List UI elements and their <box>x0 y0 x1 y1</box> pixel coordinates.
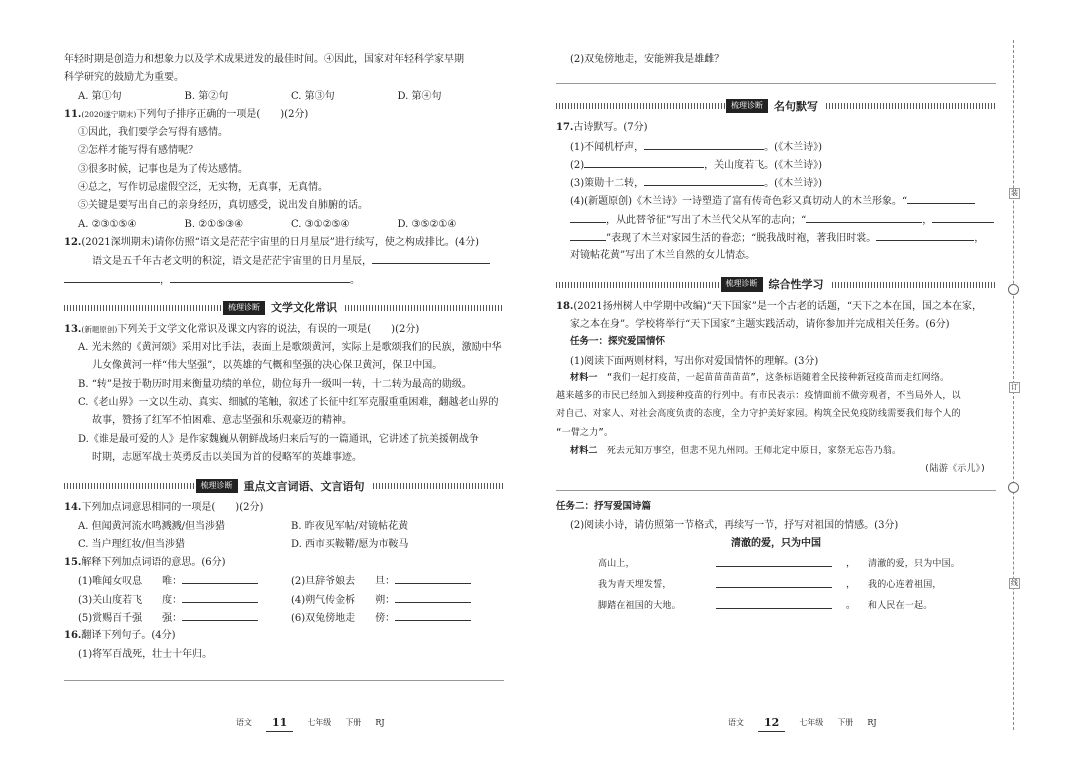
q12-answer-blank-1[interactable] <box>372 253 490 264</box>
q18-number: 18. <box>556 300 574 312</box>
q12-answer-blank-3[interactable] <box>170 272 350 283</box>
binding-mark: 订 <box>1011 383 1018 391</box>
footer-right <box>728 714 877 732</box>
q14-text: 下列加点词意思相同的一项是( )(2分) <box>81 502 264 514</box>
q11-option-a: A. ②③①⑤④ <box>78 218 137 230</box>
q12-number: 12. <box>64 236 82 248</box>
q14-number: 14. <box>64 502 82 514</box>
q15-answer-blank[interactable] <box>395 610 471 621</box>
q12-end-mark: 。 <box>350 274 360 286</box>
poem-row <box>556 554 996 575</box>
q15-item-label: (3)关山度若飞 度： <box>78 594 183 606</box>
q10-text-line1: 年轻时期是创造力和想象力以及学术成果迸发的最佳时间。④因此，国家对年轻科学家早期 <box>64 54 464 65</box>
poem-answer-blank[interactable] <box>716 556 832 567</box>
task-2-title: 任务二：抒写爱国诗篇 <box>556 500 652 512</box>
q15-answer-blank[interactable] <box>395 592 471 603</box>
q14-stem <box>64 500 504 518</box>
q15-item-label: (1)唯闻女叹息 唯： <box>78 576 183 588</box>
material-1-label: 材料一 <box>570 372 598 383</box>
poem-title: 清澈的爱，只为中国 <box>731 538 821 550</box>
footer-grade: 七年级 <box>799 717 824 727</box>
task-1-title: 任务一：探究爱国情怀 <box>570 336 666 348</box>
q18-text: (2021扬州树人中学期中改编)“天下国家”是一个古老的话题，“天下之本在国，国之本在家， <box>573 300 982 312</box>
binding-hole <box>1008 284 1019 295</box>
q14-options-row1 <box>64 519 504 537</box>
q17-item-3 <box>556 175 996 193</box>
q17-item-prefix: (1)不闻机杼声， <box>570 141 645 153</box>
q17-item-2 <box>556 157 996 175</box>
q16-stem <box>64 628 504 646</box>
q10-option-c: C. 第③句 <box>291 90 335 102</box>
q16-2-answer-line[interactable] <box>556 82 996 84</box>
material-1-line1 <box>556 372 996 390</box>
q11-item: ②怎样才能写得有感情呢？ <box>78 145 198 157</box>
q17-item-4-line4: 对镜帖花黄”写出了木兰自然的女儿情态。 <box>570 250 756 262</box>
page-number-right: 12 <box>758 714 785 732</box>
section-badge: 梳理诊断 <box>223 301 265 315</box>
q17-answer-blank[interactable] <box>570 212 606 223</box>
q15-item-label: (5)赏赐百千强 强： <box>78 613 183 625</box>
q17-item-4-line2 <box>556 212 996 230</box>
material-1-line3: 对自己、对家人、对社会高度负责的态度，全力守护美好家园。构筑全民免疫防线需要我们每个人的 <box>556 409 961 420</box>
q17-item-suffix: 。(《木兰诗》) <box>764 141 822 153</box>
q17-item-text: ， <box>922 214 933 226</box>
q15-item-1 <box>64 573 291 591</box>
q13-option-c-cont: 故事，赞扬了红军不怕困难、意志坚强和乐观豪迈的精神。 <box>92 415 352 427</box>
poem-row <box>556 575 996 596</box>
q17-item-4-line3 <box>556 230 996 248</box>
q15-item-label: (2)旦辞爷娘去 旦： <box>291 576 396 588</box>
q13-option-d-cont: 时期，志愿军战士英勇反击以美国为首的侵略军的英雄事迹。 <box>92 451 362 463</box>
q13-option-a-cont: 儿女像黄河一样“伟大坚强”，以英雄的气概和坚强的决心保卫黄河，保卫中国。 <box>92 360 443 372</box>
q15-item-label: (4)朔气传金柝 朔： <box>291 594 396 606</box>
section-badge: 梳理诊断 <box>726 99 768 113</box>
section-badge: 梳理诊断 <box>196 479 238 493</box>
q11-option-c: C. ③①②⑤④ <box>291 218 350 230</box>
q15-row2 <box>64 592 504 610</box>
poem-mid-punct: ， <box>846 558 856 570</box>
q13-option-a: A. 光未然的《黄河颂》采用对比手法，表面上是歌颂黄河，实际上是歌颂我们的民族，激励中华 <box>78 342 502 354</box>
footer-subject: 语文 <box>728 717 744 727</box>
section-literature-header <box>64 298 504 318</box>
q11-stem <box>64 107 504 125</box>
section-dots-left <box>556 103 726 109</box>
footer-edition: RJ <box>867 717 877 727</box>
q15-item-label: (6)双兔傍地走 傍： <box>291 613 396 625</box>
poem-left-line: 脚踏在祖国的大地。 <box>598 600 681 611</box>
q16-number: 16. <box>64 630 82 642</box>
q12-text: (2021深圳期末)请你仿照“语文是茫茫宇宙里的日月星辰”进行续写，使之构成排比。(4分) <box>81 236 480 248</box>
q15-item-4 <box>291 592 504 610</box>
footer-term: 下册 <box>837 717 854 727</box>
q12-line2 <box>64 253 504 271</box>
left-page <box>64 52 504 690</box>
binding-hole <box>1008 482 1019 493</box>
section-dots-left <box>64 305 223 311</box>
material-2-text: 死去元知万事空，但悲不见九州同。王师北定中原日，家祭无忘告乃翁。 <box>606 446 902 457</box>
q14-options-row2 <box>64 537 504 555</box>
q15-row1 <box>64 573 504 591</box>
footer-left <box>236 714 385 732</box>
section-badge: 梳理诊断 <box>721 277 763 291</box>
q17-answer-blank[interactable] <box>876 230 974 241</box>
q17-answer-blank[interactable] <box>584 157 704 168</box>
q14-option-c: C. 当户理红妆/但当涉猎 <box>78 538 186 550</box>
section-comprehensive-header <box>556 275 996 295</box>
q17-answer-blank[interactable] <box>932 212 994 223</box>
footer-term: 下册 <box>345 717 362 727</box>
q11-item: ④总之，写作切忌虚假空泛，无实物，无真事，无真情。 <box>78 182 328 194</box>
q10-option-a: A. 第①句 <box>78 90 122 102</box>
q16-item-1: (1)将军百战死，壮士十年归。 <box>78 648 213 660</box>
q17-item-text: ，从此替爷征”写出了木兰代父从军的志向；“ <box>606 214 807 226</box>
q17-item-suffix: 。(《木兰诗》) <box>764 178 822 190</box>
q15-number: 15. <box>64 557 82 569</box>
section-title: 重点文言词语、文言语句 <box>243 479 365 493</box>
q17-answer-blank[interactable] <box>907 193 975 204</box>
q11-option-b: B. ②①⑤③④ <box>184 218 244 230</box>
q18-stem-line2: 家之本在身”。学校将举行“天下国家”主题实践活动，请你参加并完成相关任务。(6分) <box>570 318 950 330</box>
q11-text: 下列句子排序正确的一项是( )(2分) <box>136 108 309 120</box>
q11-option-d: D. ③⑤②①④ <box>397 218 457 230</box>
material-2-line1 <box>556 445 996 463</box>
q15-answer-blank[interactable] <box>182 573 258 584</box>
section-dots-left <box>556 282 721 288</box>
section-dots-right <box>345 305 504 311</box>
q17-answer-blank[interactable] <box>570 230 606 241</box>
section-dots-right <box>832 282 997 288</box>
section-dots-right <box>826 103 996 109</box>
material-2-label: 材料二 <box>570 446 598 457</box>
q15-item-2 <box>291 573 504 591</box>
q11-item: ①因此，我们要学会写得有感情。 <box>78 127 228 139</box>
footer-grade: 七年级 <box>307 717 332 727</box>
q13-option-d: D.《谁是最可爱的人》是作家魏巍从朝鲜战场归来后写的一篇通讯，它讲述了抗美援朝战争 <box>78 433 479 445</box>
q14-option-b: B. 昨夜见军帖/对镜帖花黄 <box>291 520 409 532</box>
q10-option-d: D. 第④句 <box>397 90 442 102</box>
task-2-question: (2)阅读小诗，请仿照第一节格式，再续写一节，抒写对祖国的情感。(3分) <box>570 519 899 531</box>
q15-text: 解释下列加点词语的意思。(6分) <box>81 557 226 569</box>
section-dots-right <box>373 483 505 489</box>
q13-stem <box>64 322 504 340</box>
footer-edition: RJ <box>375 717 385 727</box>
q12-prompt: 语文是五千年古老文明的积淀，语文是茫茫宇宙里的日月星辰， <box>92 256 372 268</box>
q15-row3 <box>64 610 504 628</box>
material-1-text: “我们一起打疫苗，一起苗苗苗苗苗”，这条标语随着全民接种新冠疫苗而走红网络。 <box>606 372 950 383</box>
task-1-question: (1)阅读下面两则材料，写出你对爱国情怀的理解。(3分) <box>570 355 819 367</box>
q15-answer-blank[interactable] <box>395 573 471 584</box>
q15-answer-blank[interactable] <box>182 592 258 603</box>
poem-mid-punct: ， <box>846 579 856 591</box>
section-classical-header <box>64 476 504 496</box>
q14-option-a: A. 但闻黄河流水鸣溅溅/但当涉猎 <box>78 520 225 532</box>
q10-text-line2: 科学研究的鼓励尤为重要。 <box>64 72 184 84</box>
footer-subject: 语文 <box>236 717 252 727</box>
section-title: 文学文化常识 <box>271 301 337 315</box>
q16-answer-line[interactable] <box>64 679 504 681</box>
q18-stem <box>556 299 996 317</box>
poem-answer-blank[interactable] <box>716 598 832 609</box>
q11-number: 11. <box>64 108 82 120</box>
q17-item-prefix: (3)策勋十二转， <box>570 178 645 190</box>
q17-item-text: (4)(新题原创)《木兰诗》一诗塑造了富有传奇色彩又真切动人的木兰形象。“ <box>570 196 908 208</box>
poem-left-line: 我为青天埋发誓， <box>598 579 672 590</box>
right-page <box>556 52 996 617</box>
q15-stem <box>64 555 504 573</box>
q17-item-1 <box>556 139 996 157</box>
q11-tag: (2020遂宁期末) <box>81 109 137 119</box>
q17-item-text: ”表现了木兰对家园生活的眷恋；“脱我战时袍，著我旧时裳。 <box>606 233 877 245</box>
q10-options <box>64 89 504 107</box>
poem-right-line: 和人民在一起。 <box>868 600 933 611</box>
poem-row <box>556 596 996 617</box>
q12-answer-blank-2[interactable] <box>64 272 160 283</box>
q17-item-prefix: (2) <box>570 159 585 171</box>
q17-number: 17. <box>556 122 574 134</box>
poem-left-line: 高山上， <box>598 558 635 569</box>
material-2-source: (陆游《示儿》) <box>924 464 986 475</box>
poem-mid-punct: 。 <box>846 600 856 612</box>
binding-mark: 线 <box>1011 579 1018 587</box>
poem-answer-blank[interactable] <box>716 577 832 588</box>
q17-stem <box>556 120 996 138</box>
q14-option-d: D. 西市买鞍鞯/愿为市鞍马 <box>291 538 409 550</box>
q15-item-5 <box>64 610 291 628</box>
section-dots-left <box>64 483 196 489</box>
q12-stem <box>64 235 504 253</box>
q16-text: 翻译下列句子。(4分) <box>81 630 176 642</box>
q10-option-b: B. 第②句 <box>184 90 229 102</box>
section-title: 名句默写 <box>774 99 818 113</box>
q15-answer-blank[interactable] <box>182 610 258 621</box>
section-title: 综合性学习 <box>768 278 824 292</box>
q17-item-suffix: ，关山度若飞。(《木兰诗》) <box>704 159 822 171</box>
q15-item-6 <box>291 610 504 628</box>
q17-item-text: ， <box>974 233 985 245</box>
poem-right-line: 清澈的爱，只为中国。 <box>868 558 961 569</box>
task-1-answer-line[interactable] <box>556 489 996 491</box>
q17-text: 古诗默写。(7分) <box>573 122 648 134</box>
material-1-line2: 越来越多的市民已经加入到接种疫苗的行列中。有市民表示：疫情面前不做旁观者，不当局外人，以 <box>556 391 961 402</box>
material-1-line4: “一臂之力”。 <box>556 427 614 438</box>
page-number-left: 11 <box>266 714 293 732</box>
q12-line3: ， 。 <box>64 272 504 290</box>
section-poetry-header <box>556 96 996 116</box>
q11-item: ⑤关键是要写出自己的亲身经历，真切感受，说出发自肺腑的话。 <box>78 200 368 212</box>
q13-tag: (新题原创) <box>81 324 118 334</box>
q17-answer-blank[interactable] <box>644 139 764 150</box>
q13-option-c: C.《老山界》一文以生动、真实、细腻的笔触，叙述了长征中红军克服重重困难，翻越老山界的 <box>78 397 499 409</box>
binding-mark: 装 <box>1011 189 1018 197</box>
q17-answer-blank[interactable] <box>806 212 922 223</box>
q13-text: 下列关于文学文化常识及课文内容的说法，有误的一项是( )(2分) <box>117 323 420 335</box>
q17-item-4 <box>556 193 996 211</box>
q13-number: 13. <box>64 323 82 335</box>
q16-item-2: (2)双兔傍地走，安能辨我是雄雌？ <box>570 54 725 65</box>
q11-item: ③很多时候，记事也是为了传达感情。 <box>78 163 248 175</box>
q17-answer-blank[interactable] <box>644 175 764 186</box>
poem-right-line: 我的心连着祖国， <box>868 579 942 590</box>
q11-options <box>64 217 504 235</box>
q15-item-3 <box>64 592 291 610</box>
q13-option-b: B. “转”是按于勒历时用来衡量功绩的单位，勋位每升一级叫一转，十二转为最高的勋级。 <box>78 378 472 390</box>
